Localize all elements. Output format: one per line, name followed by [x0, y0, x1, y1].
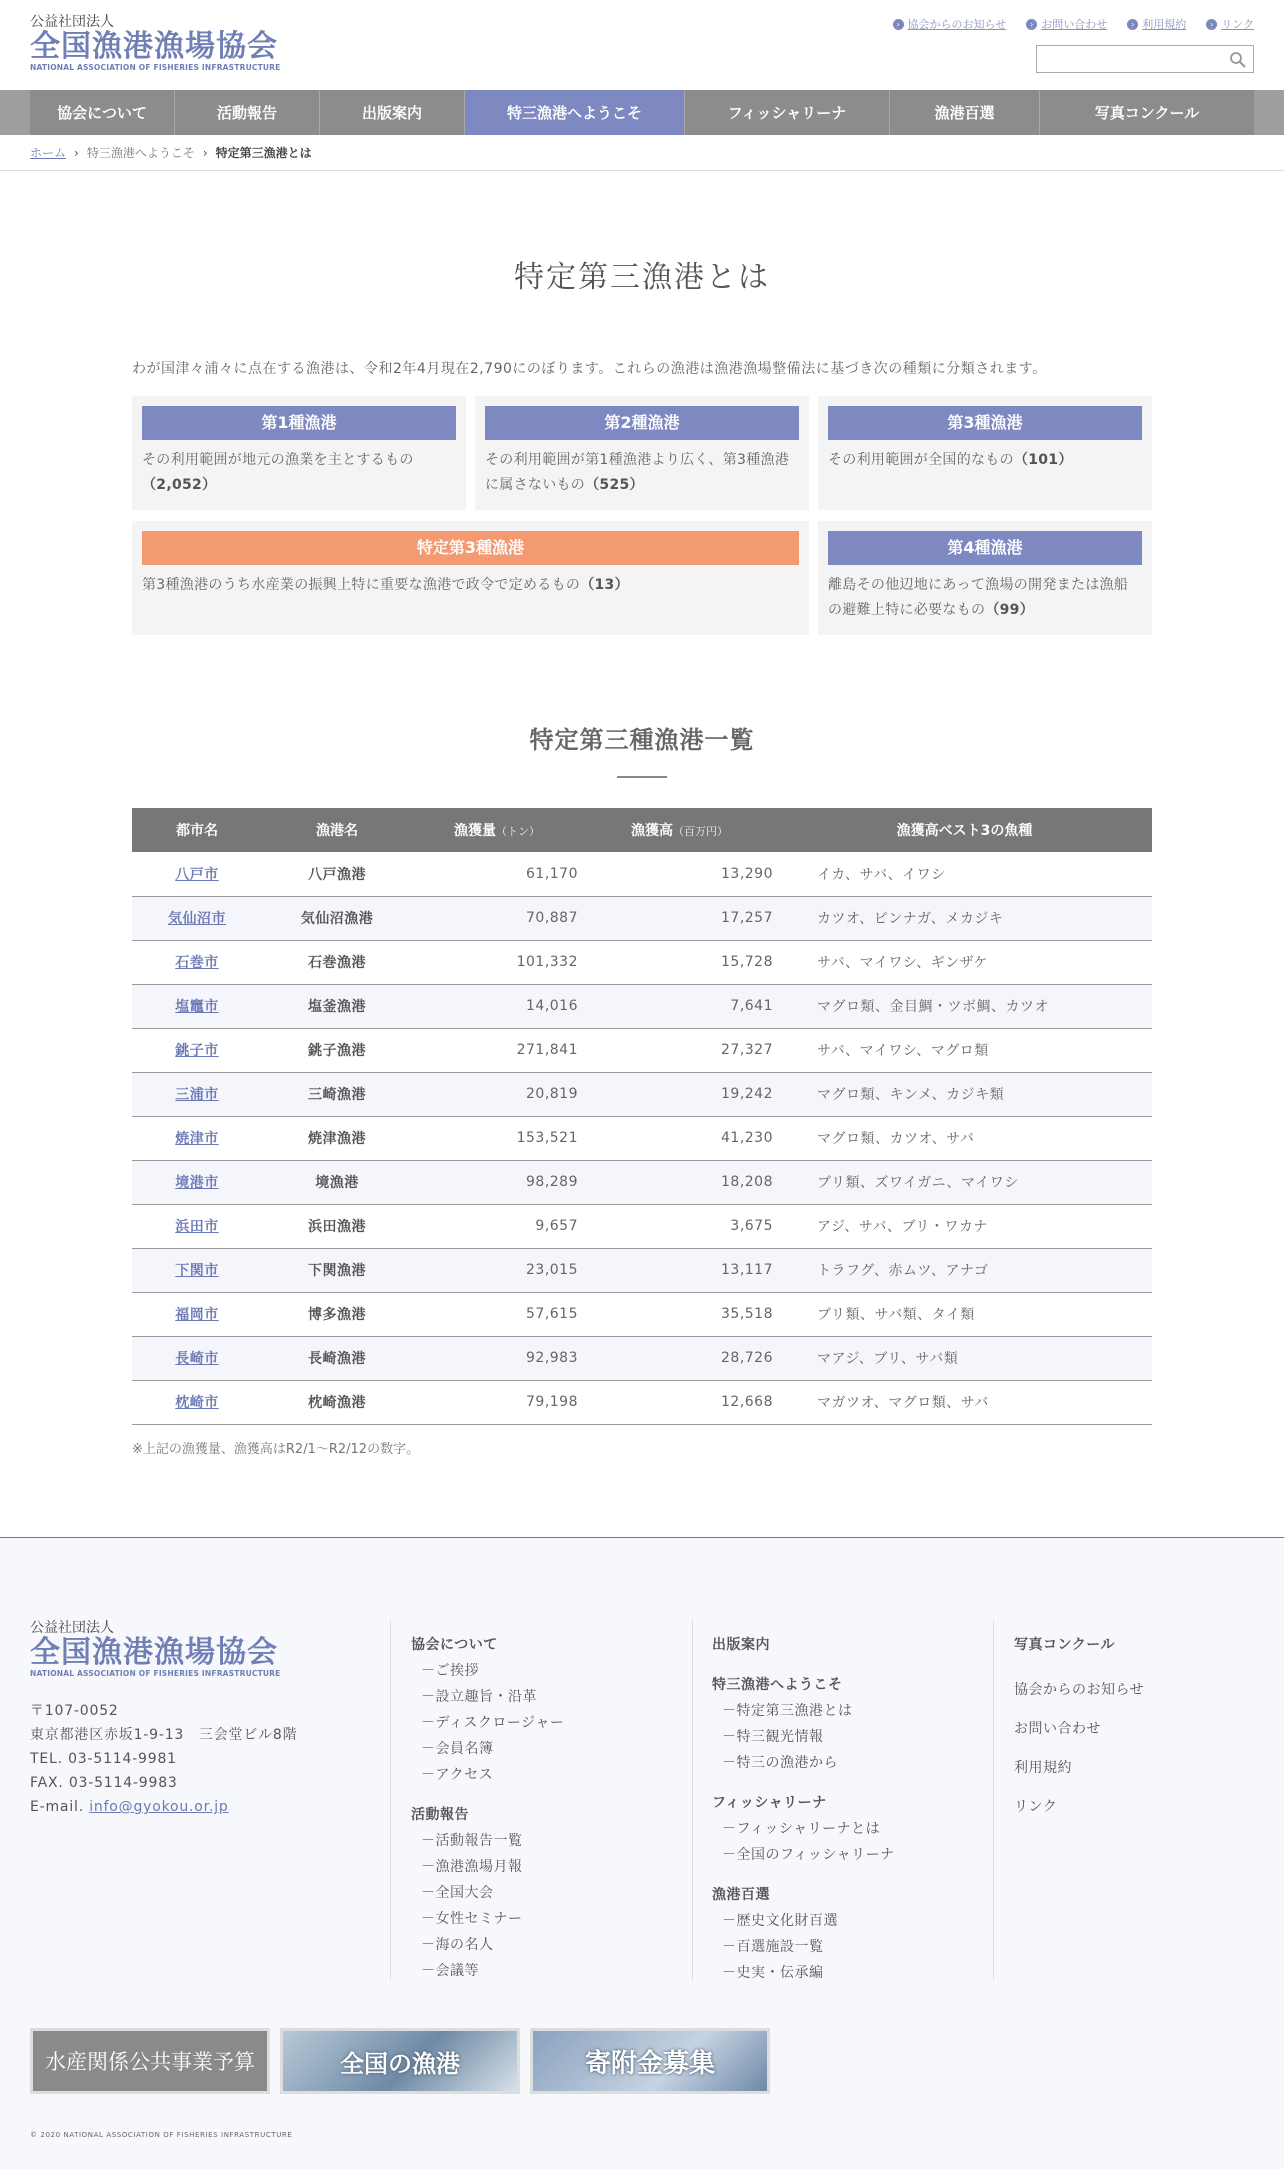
cell-volume: 79,198 [412, 1380, 582, 1424]
category-card-2 [475, 396, 809, 510]
cell-port: 浜田漁港 [262, 1204, 412, 1248]
breadcrumb-home[interactable]: ホーム [30, 146, 67, 160]
chevron-right-icon: › [1127, 19, 1138, 30]
table-row [132, 896, 1152, 940]
footer-divider [390, 1620, 391, 1980]
city-link[interactable]: 銚子市 [175, 1043, 219, 1059]
cell-port: 枕崎漁港 [262, 1380, 412, 1424]
cell-city [132, 1380, 262, 1424]
cell-city [132, 1116, 262, 1160]
footer-link[interactable]: お問い合わせ [1014, 1721, 1101, 1737]
page-title: 特定第三漁港とは [514, 260, 770, 295]
col-header-fish: 漁獲高ベスト3の魚種 [777, 808, 1152, 852]
ports-table [132, 808, 1152, 1425]
city-link[interactable]: 塩竈市 [175, 999, 219, 1015]
category-count: （525） [585, 477, 644, 493]
cell-volume: 70,887 [412, 896, 582, 940]
cell-value: 27,327 [582, 1028, 777, 1072]
chevron-right-icon: › [202, 145, 208, 160]
title-divider [617, 776, 667, 778]
table-row [132, 1160, 1152, 1204]
cell-city [132, 1072, 262, 1116]
footer-heading[interactable]: 活動報告 [411, 1807, 469, 1823]
cell-fish: マガツオ、マグロ類、サバ [777, 1380, 1152, 1424]
cell-volume: 9,657 [412, 1204, 582, 1248]
category-title: 特定第3種漁港 [142, 531, 799, 565]
logo-org-name-en: NATIONAL ASSOCIATION OF FISHERIES INFRASTRUCTURE [30, 1669, 281, 1678]
table-header-row [132, 808, 1152, 852]
breadcrumb-parent[interactable]: 特三漁港へようこそ [86, 146, 195, 160]
cell-port: 塩釜漁港 [262, 984, 412, 1028]
cell-fish: サバ、マイワシ、ギンザケ [777, 940, 1152, 984]
footer-heading[interactable]: 出版案内 [712, 1637, 770, 1653]
footer-link[interactable]: －ご挨拶 [421, 1663, 479, 1679]
category-card-4 [818, 521, 1152, 635]
chevron-right-icon: › [74, 145, 79, 160]
cell-port: 下関漁港 [262, 1248, 412, 1292]
table-row [132, 940, 1152, 984]
footer-link[interactable]: －特三の漁港から [722, 1755, 838, 1771]
city-link[interactable]: 浜田市 [175, 1219, 219, 1235]
table-row [132, 1248, 1152, 1292]
search-input[interactable] [1036, 45, 1254, 73]
category-desc: 第3種漁港のうち水産業の振興上特に重要な漁港で政令で定めるもの（13） [142, 577, 629, 593]
cell-value: 3,675 [582, 1204, 777, 1248]
logo-org-type: 公益社団法人 [30, 14, 114, 30]
email: E-mail. info@gyokou.or.jp [30, 1799, 229, 1815]
footer-link[interactable]: リンク [1014, 1799, 1058, 1815]
footer-link[interactable]: －特定第三漁港とは [722, 1703, 853, 1719]
nav-item-about[interactable]: 協会について [30, 90, 175, 135]
email-link[interactable]: info@gyokou.or.jp [89, 1799, 229, 1815]
cell-volume: 98,289 [412, 1160, 582, 1204]
cell-fish: ブリ類、ズワイガニ、マイワシ [777, 1160, 1152, 1204]
cell-city [132, 1292, 262, 1336]
cell-port: 焼津漁港 [262, 1116, 412, 1160]
cell-city [132, 1204, 262, 1248]
nav-item-publications[interactable]: 出版案内 [320, 90, 465, 135]
cell-fish: ブリ類、サバ類、タイ類 [777, 1292, 1152, 1336]
footer-divider [993, 1620, 994, 1980]
footer-link[interactable]: －漁港漁場月報 [421, 1859, 523, 1875]
top-link-label: お問い合わせ [1041, 18, 1108, 31]
city-link[interactable]: 八戸市 [175, 866, 219, 883]
logo-org-name: 全国漁港漁場協会 [30, 29, 278, 64]
table-row [132, 1204, 1152, 1248]
cell-volume: 101,332 [412, 940, 582, 984]
top-link-news[interactable] [893, 16, 1007, 32]
top-link-links[interactable] [1206, 16, 1254, 32]
chevron-right-icon: › [1206, 19, 1217, 30]
cell-fish: マアジ、ブリ、サバ類 [777, 1336, 1152, 1380]
table-row [132, 1336, 1152, 1380]
top-link-contact[interactable] [1026, 16, 1107, 32]
cell-volume: 57,615 [412, 1292, 582, 1336]
top-link-terms[interactable] [1127, 16, 1186, 32]
cell-volume: 23,015 [412, 1248, 582, 1292]
category-count: （2,052） [142, 477, 217, 493]
cell-value: 12,668 [582, 1380, 777, 1424]
banner-ports[interactable] [280, 2028, 520, 2094]
footer-link[interactable]: －全国大会 [421, 1885, 494, 1901]
top-link-label: 協会からのお知らせ [907, 18, 1007, 31]
footer-link[interactable]: －歴史文化財百選 [722, 1913, 838, 1929]
footer-heading[interactable]: 特三漁港へようこそ [712, 1677, 843, 1693]
cell-port: 八戸漁港 [262, 852, 412, 896]
cell-fish: マグロ類、カツオ、サバ [777, 1116, 1152, 1160]
top-link-label: 利用規約 [1142, 18, 1187, 31]
city-link[interactable]: 下関市 [175, 1263, 219, 1279]
table-row [132, 852, 1152, 896]
category-desc: その利用範囲が全国的なもの（101） [828, 452, 1073, 468]
banner-budget[interactable] [30, 2028, 270, 2094]
cell-volume: 61,170 [412, 852, 582, 896]
footer-heading[interactable]: フィッシャリーナ [712, 1795, 827, 1811]
footer-heading[interactable]: 写真コンクール [1014, 1637, 1115, 1653]
cell-city [132, 984, 262, 1028]
city-link[interactable]: 境港市 [175, 1175, 219, 1191]
cell-city [132, 852, 262, 896]
cell-port: 銚子漁港 [262, 1028, 412, 1072]
category-count: （99） [985, 602, 1034, 618]
city-link[interactable]: 三浦市 [175, 1087, 219, 1103]
site-header [0, 0, 1284, 90]
cell-volume: 92,983 [412, 1336, 582, 1380]
search-icon[interactable] [1229, 51, 1247, 69]
footer-link[interactable]: 協会からのお知らせ [1014, 1682, 1145, 1698]
table-row [132, 1028, 1152, 1072]
table-row [132, 984, 1152, 1028]
top-link-label: リンク [1221, 18, 1254, 31]
footer-heading[interactable]: 協会について [411, 1637, 498, 1653]
col-header-value: 漁獲高（百万円） [582, 808, 777, 852]
nav-item-fisherina[interactable]: フィッシャリーナ [685, 90, 890, 135]
cell-fish: イカ、サバ、イワシ [777, 852, 1152, 896]
nav-item-photo-contest[interactable]: 写真コンクール [1094, 104, 1200, 122]
table-row [132, 1292, 1152, 1336]
footer-col-about [411, 1632, 564, 1984]
logo-org-name-en: NATIONAL ASSOCIATION OF FISHERIES INFRASTRUCTURE [30, 63, 281, 72]
footer-link[interactable]: －設立趣旨・沿革 [421, 1689, 537, 1705]
cell-port: 博多漁港 [262, 1292, 412, 1336]
list-title: 特定第三種漁港一覧 [529, 726, 755, 754]
footer-divider [692, 1620, 693, 1980]
city-link[interactable]: 福岡市 [175, 1307, 219, 1323]
phone: TEL. 03-5114-9981 [30, 1751, 177, 1767]
cell-port: 境漁港 [262, 1160, 412, 1204]
footer-link[interactable]: －会員名簿 [421, 1741, 494, 1757]
footer-link[interactable]: －百選施設一覧 [722, 1939, 824, 1955]
footer-link[interactable]: 利用規約 [1014, 1760, 1072, 1776]
category-title: 第2種漁港 [485, 406, 799, 440]
logo-org-type: 公益社団法人 [30, 1620, 114, 1636]
col-header-volume: 漁獲量（トン） [412, 808, 582, 852]
category-title: 第4種漁港 [828, 531, 1142, 565]
category-title: 第1種漁港 [142, 406, 456, 440]
banner-label: 全国の漁港 [340, 2049, 460, 2078]
city-link[interactable]: 気仙沼市 [168, 911, 226, 927]
cell-value: 7,641 [582, 984, 777, 1028]
col-header-city: 都市名 [132, 808, 262, 852]
city-link[interactable]: 焼津市 [175, 1131, 219, 1147]
cell-value: 28,726 [582, 1336, 777, 1380]
cell-port: 石巻漁港 [262, 940, 412, 984]
cell-fish: アジ、サバ、ブリ・ワカナ [777, 1204, 1152, 1248]
table-row [132, 1116, 1152, 1160]
nav-item-100-ports[interactable]: 漁港百選 [890, 90, 1040, 135]
nav-item-activities[interactable]: 活動報告 [175, 90, 320, 135]
copyright: © 2020 NATIONAL ASSOCIATION OF FISHERIES INFRASTRUCTURE [30, 2131, 293, 2139]
category-desc: その利用範囲が第1種漁港より広く、第3種漁港に属さないもの（525） [485, 452, 790, 493]
cell-port: 三崎漁港 [262, 1072, 412, 1116]
footer-link[interactable]: －会議等 [421, 1963, 479, 1979]
footer-link[interactable]: －ディスクロージャー [421, 1715, 565, 1731]
postal-code: 〒107-0052 [30, 1703, 119, 1719]
cell-fish: マグロ類、金目鯛・ツボ鯛、カツオ [777, 984, 1152, 1028]
fax: FAX. 03-5114-9983 [30, 1775, 178, 1791]
footer-link[interactable]: －活動報告一覧 [421, 1833, 523, 1849]
logo-org-name: 全国漁港漁場協会 [30, 1635, 278, 1670]
cell-fish: サバ、マイワシ、マグロ類 [777, 1028, 1152, 1072]
col-header-port: 漁港名 [262, 808, 412, 852]
breadcrumb-current: 特定第三漁港とは [215, 146, 312, 160]
footer-link[interactable]: －特三観光情報 [722, 1729, 824, 1745]
cell-city [132, 1248, 262, 1292]
top-links [893, 16, 1254, 32]
category-card-special-3 [132, 521, 809, 635]
category-desc: その利用範囲が地元の漁業を主とするもの（2,052） [142, 452, 414, 493]
cell-fish: マグロ類、キンメ、カジキ類 [777, 1072, 1152, 1116]
table-row [132, 1072, 1152, 1116]
cell-volume: 153,521 [412, 1116, 582, 1160]
footer-link[interactable]: －アクセス [421, 1767, 494, 1783]
banner-label: 寄附金募集 [584, 2048, 715, 2079]
city-link[interactable]: 長崎市 [175, 1351, 219, 1367]
cell-port: 気仙沼漁港 [262, 896, 412, 940]
cell-value: 18,208 [582, 1160, 777, 1204]
footer-link[interactable]: －女性セミナー [421, 1911, 523, 1927]
cell-city [132, 1160, 262, 1204]
footer-heading[interactable]: 漁港百選 [712, 1887, 770, 1903]
cell-port: 長崎漁港 [262, 1336, 412, 1380]
banner-label: 水産関係公共事業予算 [45, 2050, 255, 2074]
category-card-3 [818, 396, 1152, 510]
cell-value: 35,518 [582, 1292, 777, 1336]
table-note: ※上記の漁獲量、漁獲高はR2/1～R2/12の数字。 [132, 1442, 420, 1457]
global-nav [0, 90, 1284, 135]
cell-city [132, 1028, 262, 1072]
chevron-right-icon: › [893, 19, 904, 30]
footer-link[interactable]: －全国のフィッシャリーナ [722, 1847, 895, 1863]
category-count: （13） [580, 577, 629, 593]
banner-donation[interactable] [530, 2028, 770, 2094]
cell-city [132, 940, 262, 984]
footer-logo[interactable] [30, 1620, 281, 1678]
category-card-1 [132, 396, 466, 510]
cell-value: 41,230 [582, 1116, 777, 1160]
street-address: 東京都港区赤坂1-9-13 三会堂ビル8階 [30, 1727, 298, 1743]
breadcrumb [0, 135, 1284, 171]
category-desc: 離島その他辺地にあって漁場の開発または漁船の避難上特に必要なもの（99） [828, 577, 1129, 618]
nav-item-tokusan[interactable]: 特三漁港へようこそ [465, 90, 685, 135]
cell-value: 13,117 [582, 1248, 777, 1292]
cell-city [132, 896, 262, 940]
category-count: （101） [1013, 452, 1073, 468]
chevron-right-icon: › [1026, 19, 1037, 30]
footer-col-misc [1014, 1632, 1144, 1827]
cell-value: 13,290 [582, 852, 777, 896]
cell-volume: 14,016 [412, 984, 582, 1028]
table-row [132, 1380, 1152, 1424]
site-logo[interactable] [30, 14, 281, 72]
category-title: 第3種漁港 [828, 406, 1142, 440]
footer-address [30, 1699, 297, 1819]
cell-value: 15,728 [582, 940, 777, 984]
cell-volume: 20,819 [412, 1072, 582, 1116]
city-link[interactable]: 石巻市 [175, 955, 219, 971]
intro-text: わが国津々浦々に点在する漁港は、令和2年4月現在2,790にのぼります。これらの漁港は漁港漁場整備法に基づき次の種類に分類されます。 [132, 361, 1047, 377]
cell-volume: 271,841 [412, 1028, 582, 1072]
footer-link[interactable]: －フィッシャリーナとは [722, 1821, 881, 1837]
cell-value: 17,257 [582, 896, 777, 940]
cell-fish: トラフグ、赤ムツ、アナゴ [777, 1248, 1152, 1292]
cell-value: 19,242 [582, 1072, 777, 1116]
footer-col-publications [712, 1632, 895, 1986]
cell-city [132, 1336, 262, 1380]
city-link[interactable]: 枕崎市 [175, 1395, 219, 1411]
footer-link[interactable]: －海の名人 [421, 1937, 494, 1953]
site-footer [0, 1537, 1284, 2169]
cell-fish: カツオ、ビンナガ、メカジキ [777, 896, 1152, 940]
footer-link[interactable]: －史実・伝承編 [722, 1965, 824, 1981]
